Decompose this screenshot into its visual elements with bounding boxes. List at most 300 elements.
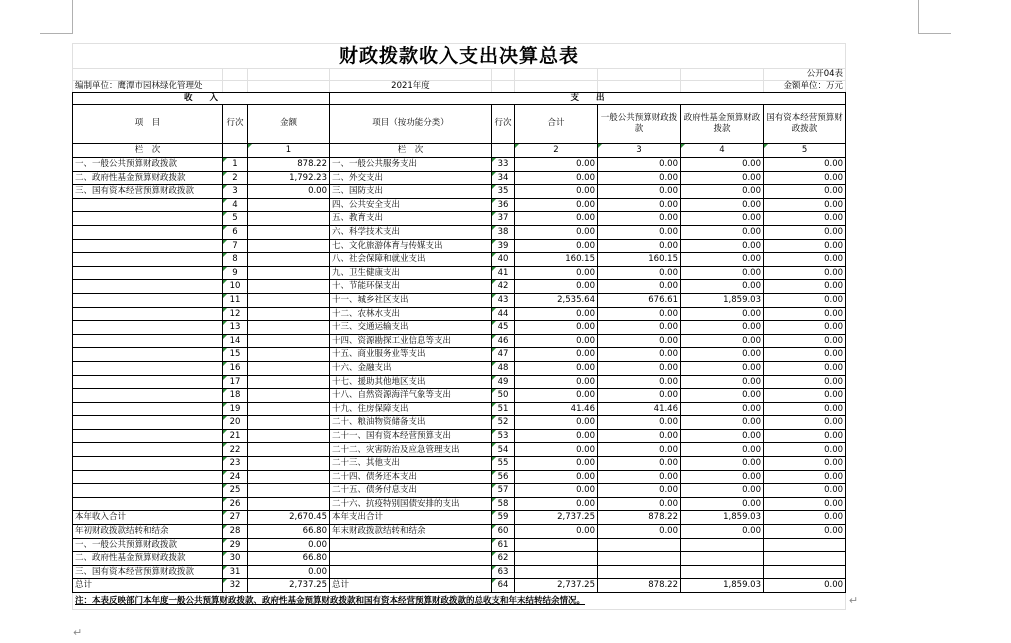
expense-total-cell: 0.00 (515, 375, 598, 389)
state-capital-cell: 0.00 (764, 239, 846, 253)
expense-total-cell: 0.00 (515, 280, 598, 294)
expense-total-cell: 0.00 (515, 416, 598, 430)
income-item-cell (73, 321, 223, 335)
income-amount-cell: 1,792.23 (248, 171, 330, 185)
column-index-5: 5 (764, 144, 846, 158)
gov-fund-cell: 0.00 (681, 525, 764, 539)
crop-mark-top-left-horizontal (40, 33, 73, 34)
expense-line-no-cell: 58 (492, 497, 515, 511)
expense-total-cell: 0.00 (515, 497, 598, 511)
table-row (73, 389, 846, 403)
gov-fund-cell: 0.00 (681, 253, 764, 267)
income-amount-cell: 66.80 (248, 525, 330, 539)
expense-total-cell: 0.00 (515, 334, 598, 348)
income-item-cell (73, 239, 223, 253)
income-amount-cell: 2,670.45 (248, 511, 330, 525)
state-capital-cell: 0.00 (764, 375, 846, 389)
income-item-cell (73, 280, 223, 294)
expense-line-no-cell: 56 (492, 470, 515, 484)
expense-item-cell: 五、教育支出 (330, 212, 492, 226)
table-row (73, 470, 846, 484)
table-note: 注：本表反映部门本年度一般公共预算财政拨款、政府性基金预算财政拨款和国有资本经营预算财政拨款的总收支和年末结转结余情况。 (75, 595, 586, 606)
income-line-no-cell: 29 (223, 538, 248, 552)
income-line-no-cell: 32 (223, 579, 248, 593)
gov-fund-cell: 0.00 (681, 185, 764, 199)
general-budget-cell: 0.00 (598, 497, 681, 511)
expense-line-no-cell: 49 (492, 375, 515, 389)
income-index-label: 栏 次 (73, 144, 223, 158)
expense-line-no-cell: 51 (492, 402, 515, 416)
table-row (73, 429, 846, 443)
income-line-no-cell: 18 (223, 389, 248, 403)
income-item-cell (73, 402, 223, 416)
empty-cell (492, 81, 515, 93)
expense-line-no-cell: 55 (492, 457, 515, 471)
empty-cell (223, 144, 248, 158)
income-item-cell (73, 212, 223, 226)
general-budget-cell: 0.00 (598, 280, 681, 294)
table-row (73, 321, 846, 335)
income-section-header: 收 入 (73, 93, 330, 105)
state-capital-cell (764, 538, 846, 552)
income-item-cell (73, 348, 223, 362)
income-item-cell (73, 497, 223, 511)
gov-fund-cell: 0.00 (681, 307, 764, 321)
income-item-cell: 二、政府性基金预算财政拨款 (73, 171, 223, 185)
table-row (73, 552, 846, 566)
income-line-no-cell: 28 (223, 525, 248, 539)
income-line-no-cell: 2 (223, 171, 248, 185)
expense-item-cell: 八、社会保障和就业支出 (330, 253, 492, 267)
income-item-cell (73, 443, 223, 457)
expense-total-cell: 0.00 (515, 171, 598, 185)
income-item-cell (73, 225, 223, 239)
income-item-cell (73, 198, 223, 212)
table-title: 财政拨款收入支出决算总表 (73, 44, 846, 69)
income-amount-cell (248, 225, 330, 239)
table-row (73, 511, 846, 525)
table-row (73, 525, 846, 539)
general-budget-cell (598, 552, 681, 566)
state-capital-cell: 0.00 (764, 416, 846, 430)
expense-total-cell: 0.00 (515, 525, 598, 539)
expense-line-no-cell: 57 (492, 484, 515, 498)
income-amount-cell (248, 416, 330, 430)
expense-item-cell: 二十五、债务付息支出 (330, 484, 492, 498)
expense-line-no-cell: 54 (492, 443, 515, 457)
table-row (73, 280, 846, 294)
state-capital-cell: 0.00 (764, 511, 846, 525)
income-item-cell (73, 266, 223, 280)
table-row (73, 443, 846, 457)
table-row (73, 239, 846, 253)
income-item-cell (73, 334, 223, 348)
state-capital-header: 国有资本经营预算财政拨款 (764, 105, 846, 144)
income-item-cell (73, 307, 223, 321)
general-budget-cell: 0.00 (598, 334, 681, 348)
expense-total-cell: 0.00 (515, 225, 598, 239)
expense-total-header: 合计 (515, 105, 598, 144)
gov-fund-cell: 0.00 (681, 375, 764, 389)
expense-item-cell: 十一、城乡社区支出 (330, 293, 492, 307)
state-capital-cell (764, 552, 846, 566)
expense-total-cell: 160.15 (515, 253, 598, 267)
income-amount-cell: 0.00 (248, 565, 330, 579)
income-line-no-cell: 24 (223, 470, 248, 484)
state-capital-cell: 0.00 (764, 253, 846, 267)
expense-item-cell: 十七、援助其他地区支出 (330, 375, 492, 389)
gov-fund-cell: 1,859.03 (681, 511, 764, 525)
income-amount-cell: 66.80 (248, 552, 330, 566)
gov-fund-cell: 0.00 (681, 443, 764, 457)
empty-cell (681, 69, 764, 81)
income-line-no-cell: 15 (223, 348, 248, 362)
income-amount-cell: 878.22 (248, 158, 330, 172)
table-row (73, 348, 846, 362)
income-line-no-cell: 17 (223, 375, 248, 389)
expense-item-cell: 二十三、其他支出 (330, 457, 492, 471)
empty-cell (223, 69, 248, 81)
state-capital-cell: 0.00 (764, 280, 846, 294)
gov-fund-cell: 1,859.03 (681, 579, 764, 593)
empty-cell (492, 69, 515, 81)
gov-fund-cell: 0.00 (681, 158, 764, 172)
state-capital-cell: 0.00 (764, 198, 846, 212)
gov-fund-cell: 0.00 (681, 429, 764, 443)
expense-line-no-header: 行次 (492, 105, 515, 144)
expense-line-no-cell: 62 (492, 552, 515, 566)
expense-item-cell: 一、一般公共服务支出 (330, 158, 492, 172)
table-row (73, 253, 846, 267)
income-line-no-cell: 1 (223, 158, 248, 172)
gov-fund-cell: 0.00 (681, 402, 764, 416)
income-amount-cell (248, 375, 330, 389)
expense-total-cell: 2,737.25 (515, 511, 598, 525)
income-item-cell (73, 389, 223, 403)
gov-fund-header: 政府性基金预算财政拨款 (681, 105, 764, 144)
table-row (73, 185, 846, 199)
general-budget-cell (598, 538, 681, 552)
gov-fund-cell: 0.00 (681, 484, 764, 498)
fiscal-appropriation-table (72, 43, 859, 610)
general-budget-cell: 0.00 (598, 185, 681, 199)
expense-item-cell: 二十四、债务还本支出 (330, 470, 492, 484)
expense-line-no-cell: 37 (492, 212, 515, 226)
income-item-cell (73, 293, 223, 307)
expense-total-cell: 0.00 (515, 198, 598, 212)
expense-line-no-cell: 63 (492, 565, 515, 579)
income-amount-cell (248, 443, 330, 457)
income-item-cell (73, 361, 223, 375)
income-amount-cell: 0.00 (248, 185, 330, 199)
table-row (73, 484, 846, 498)
gov-fund-cell: 0.00 (681, 348, 764, 362)
income-amount-cell (248, 389, 330, 403)
expense-line-no-cell: 36 (492, 198, 515, 212)
expense-line-no-cell: 64 (492, 579, 515, 593)
table-row (73, 158, 846, 172)
income-line-no-cell: 16 (223, 361, 248, 375)
expense-line-no-cell: 60 (492, 525, 515, 539)
table-footer (73, 593, 859, 610)
income-amount-cell (248, 239, 330, 253)
expense-line-no-cell: 52 (492, 416, 515, 430)
general-budget-cell: 0.00 (598, 212, 681, 226)
expense-item-cell: 三、国防支出 (330, 185, 492, 199)
table-row (73, 293, 846, 307)
income-line-no-cell: 26 (223, 497, 248, 511)
income-item-cell (73, 416, 223, 430)
table-row (73, 361, 846, 375)
income-line-no-cell: 12 (223, 307, 248, 321)
income-item-cell (73, 375, 223, 389)
state-capital-cell: 0.00 (764, 212, 846, 226)
expense-line-no-cell: 59 (492, 511, 515, 525)
general-budget-cell: 0.00 (598, 321, 681, 335)
state-capital-cell: 0.00 (764, 225, 846, 239)
income-amount-cell (248, 293, 330, 307)
gov-fund-cell: 0.00 (681, 280, 764, 294)
income-amount-cell (248, 348, 330, 362)
state-capital-cell: 0.00 (764, 470, 846, 484)
expense-total-cell (515, 565, 598, 579)
gov-fund-cell (681, 552, 764, 566)
expense-section-header: 支 出 (330, 93, 846, 105)
income-amount-cell (248, 321, 330, 335)
expense-line-no-cell: 53 (492, 429, 515, 443)
expense-line-no-cell: 61 (492, 538, 515, 552)
state-capital-cell: 0.00 (764, 389, 846, 403)
expense-item-cell: 二十六、抗疫特别国债安排的支出 (330, 497, 492, 511)
empty-cell (330, 69, 492, 81)
expense-total-cell: 2,535.64 (515, 293, 598, 307)
gov-fund-cell: 0.00 (681, 334, 764, 348)
income-item-cell: 二、政府性基金预算财政拨款 (73, 552, 223, 566)
general-budget-header: 一般公共预算财政拨款 (598, 105, 681, 144)
state-capital-cell: 0.00 (764, 497, 846, 511)
expense-total-cell: 41.46 (515, 402, 598, 416)
income-line-no-cell: 31 (223, 565, 248, 579)
table-row (73, 579, 846, 593)
expense-line-no-cell: 41 (492, 266, 515, 280)
income-item-header: 项 目 (73, 105, 223, 144)
expense-item-cell (330, 538, 492, 552)
income-line-no-cell: 25 (223, 484, 248, 498)
state-capital-cell: 0.00 (764, 525, 846, 539)
table-row (73, 457, 846, 471)
expense-line-no-cell: 43 (492, 293, 515, 307)
table-row (73, 565, 846, 579)
expense-total-cell: 0.00 (515, 484, 598, 498)
income-amount-cell (248, 457, 330, 471)
expense-line-no-cell: 46 (492, 334, 515, 348)
state-capital-cell: 0.00 (764, 579, 846, 593)
expense-item-cell: 十四、资源勘探工业信息等支出 (330, 334, 492, 348)
gov-fund-cell: 0.00 (681, 321, 764, 335)
gov-fund-cell: 0.00 (681, 497, 764, 511)
table-row (73, 307, 846, 321)
income-amount-header: 金额 (248, 105, 330, 144)
income-line-no-cell: 23 (223, 457, 248, 471)
expense-item-cell (330, 552, 492, 566)
empty-cell (598, 69, 681, 81)
expense-total-cell: 0.00 (515, 266, 598, 280)
general-budget-cell: 160.15 (598, 253, 681, 267)
expense-total-cell: 0.00 (515, 457, 598, 471)
expense-line-no-cell: 34 (492, 171, 515, 185)
state-capital-cell: 0.00 (764, 293, 846, 307)
income-line-no-header: 行次 (223, 105, 248, 144)
fiscal-year: 2021年度 (330, 81, 492, 93)
expense-item-cell: 二、外交支出 (330, 171, 492, 185)
income-amount-cell (248, 266, 330, 280)
general-budget-cell: 0.00 (598, 239, 681, 253)
table-row (73, 375, 846, 389)
income-line-no-cell: 6 (223, 225, 248, 239)
income-amount-cell (248, 307, 330, 321)
income-amount-cell (248, 198, 330, 212)
income-amount-cell: 2,737.25 (248, 579, 330, 593)
general-budget-cell: 0.00 (598, 429, 681, 443)
crop-mark-top-right-horizontal (918, 33, 951, 34)
expense-line-no-cell: 42 (492, 280, 515, 294)
income-item-cell: 一、一般公共预算财政拨款 (73, 158, 223, 172)
expense-line-no-cell: 48 (492, 361, 515, 375)
income-item-cell (73, 457, 223, 471)
unit-info-row (73, 81, 846, 93)
income-amount-cell (248, 280, 330, 294)
paragraph-end-mark: ↵ (73, 626, 83, 639)
expense-item-cell: 十、节能环保支出 (330, 280, 492, 294)
expense-item-cell: 十九、住房保障支出 (330, 402, 492, 416)
income-line-no-cell: 30 (223, 552, 248, 566)
state-capital-cell: 0.00 (764, 361, 846, 375)
state-capital-cell: 0.00 (764, 429, 846, 443)
empty-cell (515, 81, 598, 93)
empty-cell (248, 69, 330, 81)
gov-fund-cell: 1,859.03 (681, 293, 764, 307)
table-row (73, 402, 846, 416)
empty-cell (681, 81, 764, 93)
state-capital-cell (764, 565, 846, 579)
expense-total-cell: 0.00 (515, 307, 598, 321)
expense-item-header: 项目（按功能分类） (330, 105, 492, 144)
general-budget-cell: 0.00 (598, 225, 681, 239)
expense-line-no-cell: 47 (492, 348, 515, 362)
expense-line-no-cell: 35 (492, 185, 515, 199)
table-code: 公开04表 (764, 69, 846, 81)
income-line-no-cell: 22 (223, 443, 248, 457)
general-budget-cell: 0.00 (598, 457, 681, 471)
expense-line-no-cell: 39 (492, 239, 515, 253)
state-capital-cell: 0.00 (764, 484, 846, 498)
column-header-row (73, 105, 846, 144)
expense-total-cell: 0.00 (515, 348, 598, 362)
general-budget-cell: 0.00 (598, 158, 681, 172)
expense-item-cell: 二十、粮油物资储备支出 (330, 416, 492, 430)
general-budget-cell: 878.22 (598, 579, 681, 593)
state-capital-cell: 0.00 (764, 158, 846, 172)
income-line-no-cell: 10 (223, 280, 248, 294)
expense-item-cell (330, 565, 492, 579)
income-item-cell (73, 470, 223, 484)
expense-line-no-cell: 45 (492, 321, 515, 335)
empty-cell (515, 69, 598, 81)
expense-index-label: 栏 次 (330, 144, 492, 158)
state-capital-cell: 0.00 (764, 443, 846, 457)
expense-line-no-cell: 50 (492, 389, 515, 403)
income-item-cell: 三、国有资本经营预算财政拨款 (73, 185, 223, 199)
income-item-cell (73, 429, 223, 443)
title-row (73, 44, 846, 69)
gov-fund-cell: 0.00 (681, 389, 764, 403)
compiling-unit: 编制单位：鹰潭市园林绿化管理处 (73, 81, 223, 93)
column-index-3: 3 (598, 144, 681, 158)
expense-item-cell: 十五、商业服务业等支出 (330, 348, 492, 362)
expense-item-cell: 六、科学技术支出 (330, 225, 492, 239)
income-item-cell: 年初财政拨款结转和结余 (73, 525, 223, 539)
income-amount-cell (248, 402, 330, 416)
expense-total-cell: 0.00 (515, 389, 598, 403)
expense-line-no-cell: 38 (492, 225, 515, 239)
gov-fund-cell: 0.00 (681, 225, 764, 239)
income-amount-cell (248, 497, 330, 511)
table-row (73, 538, 846, 552)
state-capital-cell: 0.00 (764, 321, 846, 335)
income-line-no-cell: 27 (223, 511, 248, 525)
gov-fund-cell: 0.00 (681, 198, 764, 212)
state-capital-cell: 0.00 (764, 171, 846, 185)
state-capital-cell: 0.00 (764, 457, 846, 471)
expense-item-cell: 十二、农林水支出 (330, 307, 492, 321)
gov-fund-cell: 0.00 (681, 266, 764, 280)
income-line-no-cell: 11 (223, 293, 248, 307)
general-budget-cell: 0.00 (598, 348, 681, 362)
empty-cell (598, 81, 681, 93)
expense-item-cell: 十三、交通运输支出 (330, 321, 492, 335)
income-line-no-cell: 13 (223, 321, 248, 335)
column-index-1: 1 (248, 144, 330, 158)
expense-item-cell: 本年支出合计 (330, 511, 492, 525)
expense-line-no-cell: 33 (492, 158, 515, 172)
gov-fund-cell: 0.00 (681, 239, 764, 253)
general-budget-cell: 0.00 (598, 361, 681, 375)
gov-fund-cell: 0.00 (681, 457, 764, 471)
table-row (73, 497, 846, 511)
table-body (73, 158, 846, 593)
expense-total-cell: 0.00 (515, 470, 598, 484)
general-budget-cell: 0.00 (598, 484, 681, 498)
expense-total-cell (515, 552, 598, 566)
expense-total-cell: 0.00 (515, 321, 598, 335)
income-amount-cell (248, 253, 330, 267)
income-line-no-cell: 8 (223, 253, 248, 267)
expense-total-cell: 0.00 (515, 429, 598, 443)
expense-item-cell: 十六、金融支出 (330, 361, 492, 375)
column-index-row (73, 144, 846, 158)
expense-total-cell: 0.00 (515, 158, 598, 172)
gov-fund-cell: 0.00 (681, 416, 764, 430)
expense-item-cell: 年末财政拨款结转和结余 (330, 525, 492, 539)
general-budget-cell: 0.00 (598, 389, 681, 403)
income-item-cell: 总计 (73, 579, 223, 593)
general-budget-cell: 0.00 (598, 470, 681, 484)
column-index-4: 4 (681, 144, 764, 158)
expense-line-no-cell: 40 (492, 253, 515, 267)
amount-unit: 金额单位：万元 (764, 81, 846, 93)
expense-total-cell: 0.00 (515, 361, 598, 375)
income-amount-cell (248, 429, 330, 443)
